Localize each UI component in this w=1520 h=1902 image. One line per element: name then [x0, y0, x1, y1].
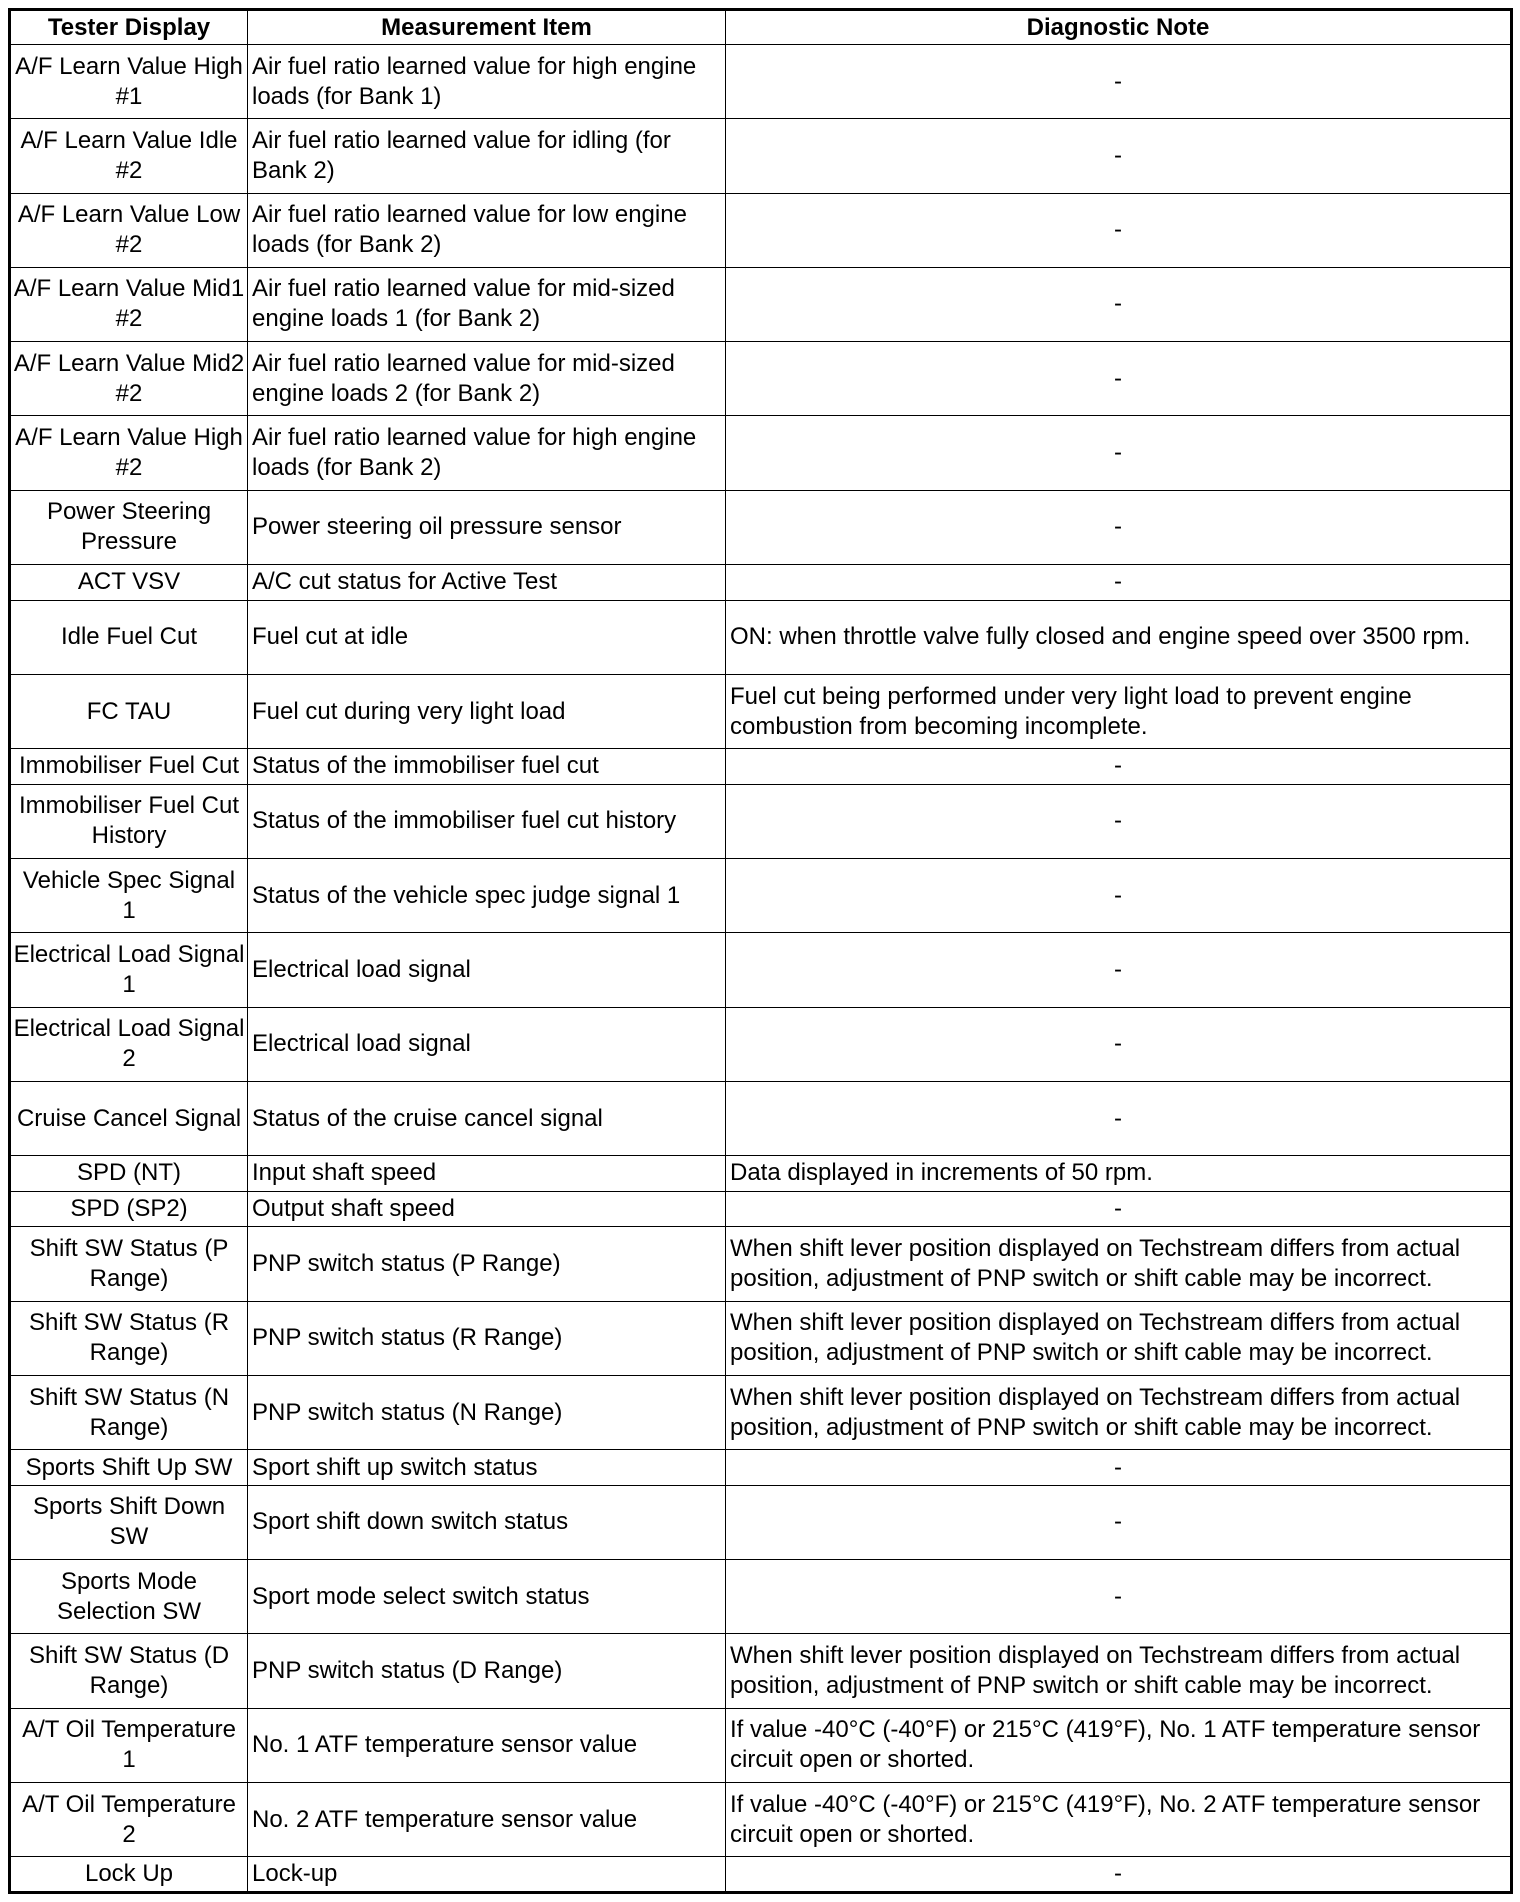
measurement-item-cell: Status of the vehicle spec judge signal 1	[248, 859, 726, 933]
diagnostic-note-cell: -	[726, 193, 1512, 267]
tester-display-cell: Lock Up	[10, 1857, 248, 1893]
diagnostic-note-cell: -	[726, 1191, 1512, 1227]
tester-display-cell: A/F Learn Value Low #2	[10, 193, 248, 267]
measurement-item-cell: No. 1 ATF temperature sensor value	[248, 1708, 726, 1782]
tester-display-cell: SPD (NT)	[10, 1156, 248, 1192]
measurement-item-cell: Power steering oil pressure sensor	[248, 490, 726, 564]
table-row	[10, 1634, 1512, 1708]
table-row	[10, 1560, 1512, 1634]
tester-display-cell: Sports Shift Down SW	[10, 1485, 248, 1559]
measurement-item-cell: PNP switch status (P Range)	[248, 1227, 726, 1301]
table-row	[10, 416, 1512, 490]
measurement-item-cell: Sport shift up switch status	[248, 1450, 726, 1486]
tester-display-cell: Electrical Load Signal 2	[10, 1007, 248, 1081]
measurement-item-cell: Input shaft speed	[248, 1156, 726, 1192]
tester-display-cell: A/F Learn Value High #1	[10, 45, 248, 119]
measurement-item-cell: Sport mode select switch status	[248, 1560, 726, 1634]
tester-display-cell: Immobiliser Fuel Cut	[10, 749, 248, 785]
measurement-item-cell: Fuel cut during very light load	[248, 674, 726, 748]
tester-display-cell: Idle Fuel Cut	[10, 600, 248, 674]
tester-display-cell: SPD (SP2)	[10, 1191, 248, 1227]
diagnostic-note-cell: When shift lever position displayed on Techstream differs from actual position, adjustment of PNP switch or shift cable may be incorrect.	[726, 1301, 1512, 1375]
diagnostic-note-cell: -	[726, 342, 1512, 416]
table-row	[10, 1081, 1512, 1155]
tester-display-cell: A/F Learn Value Mid1 #2	[10, 267, 248, 341]
measurement-item-cell: Electrical load signal	[248, 933, 726, 1007]
tester-display-cell: Electrical Load Signal 1	[10, 933, 248, 1007]
tester-display-cell: Sports Shift Up SW	[10, 1450, 248, 1486]
diagnostic-note-cell: -	[726, 859, 1512, 933]
table-body	[10, 45, 1512, 1893]
diagnostic-note-cell: -	[726, 749, 1512, 785]
tester-display-cell: A/F Learn Value Mid2 #2	[10, 342, 248, 416]
table-row	[10, 674, 1512, 748]
diagnostic-note-cell: -	[726, 784, 1512, 858]
table-row	[10, 267, 1512, 341]
diagnostic-note-cell: -	[726, 1081, 1512, 1155]
table-row	[10, 1007, 1512, 1081]
table-row	[10, 342, 1512, 416]
measurement-item-cell: Status of the immobiliser fuel cut	[248, 749, 726, 785]
measurement-item-cell: Air fuel ratio learned value for mid-sized engine loads 1 (for Bank 2)	[248, 267, 726, 341]
table-row	[10, 1227, 1512, 1301]
tester-display-cell: A/F Learn Value Idle #2	[10, 119, 248, 193]
tester-display-cell: FC TAU	[10, 674, 248, 748]
header-diagnostic-note: Diagnostic Note	[726, 10, 1512, 45]
measurement-item-cell: Air fuel ratio learned value for mid-sized engine loads 2 (for Bank 2)	[248, 342, 726, 416]
tester-display-cell: A/F Learn Value High #2	[10, 416, 248, 490]
measurement-item-cell: A/C cut status for Active Test	[248, 564, 726, 600]
diagnostic-note-cell: -	[726, 119, 1512, 193]
diagnostic-note-cell: ON: when throttle valve fully closed and engine speed over 3500 rpm.	[726, 600, 1512, 674]
table-row	[10, 1782, 1512, 1856]
diagnostic-note-cell: When shift lever position displayed on Techstream differs from actual position, adjustment of PNP switch or shift cable may be incorrect.	[726, 1375, 1512, 1449]
diagnostic-note-cell: When shift lever position displayed on Techstream differs from actual position, adjustment of PNP switch or shift cable may be incorrect.	[726, 1227, 1512, 1301]
measurement-item-cell: No. 2 ATF temperature sensor value	[248, 1782, 726, 1856]
diagnostic-note-cell: If value -40°C (-40°F) or 215°C (419°F), No. 2 ATF temperature sensor circuit open or shorted.	[726, 1782, 1512, 1856]
diagnostic-note-cell: -	[726, 1450, 1512, 1486]
tester-display-cell: Sports Mode Selection SW	[10, 1560, 248, 1634]
measurement-item-cell: PNP switch status (R Range)	[248, 1301, 726, 1375]
header-row	[10, 10, 1512, 45]
tester-display-cell: ACT VSV	[10, 564, 248, 600]
table-row	[10, 1857, 1512, 1893]
tester-display-cell: Cruise Cancel Signal	[10, 1081, 248, 1155]
diagnostic-note-cell: When shift lever position displayed on Techstream differs from actual position, adjustment of PNP switch or shift cable may be incorrect.	[726, 1634, 1512, 1708]
tester-display-cell: Shift SW Status (P Range)	[10, 1227, 248, 1301]
measurement-item-cell: Air fuel ratio learned value for high engine loads (for Bank 1)	[248, 45, 726, 119]
table-row	[10, 1191, 1512, 1227]
tester-display-cell: Shift SW Status (N Range)	[10, 1375, 248, 1449]
table-row	[10, 564, 1512, 600]
table-row	[10, 1485, 1512, 1559]
measurement-item-cell: Sport shift down switch status	[248, 1485, 726, 1559]
measurement-item-cell: PNP switch status (D Range)	[248, 1634, 726, 1708]
tester-display-cell: A/T Oil Temperature 1	[10, 1708, 248, 1782]
table-row	[10, 749, 1512, 785]
table-row	[10, 600, 1512, 674]
diagnostic-note-cell: Fuel cut being performed under very light load to prevent engine combustion from becoming incomplete.	[726, 674, 1512, 748]
table-row	[10, 1375, 1512, 1449]
header-tester-display: Tester Display	[10, 10, 248, 45]
tester-display-cell: Shift SW Status (D Range)	[10, 1634, 248, 1708]
tester-display-cell: Immobiliser Fuel Cut History	[10, 784, 248, 858]
measurement-item-cell: Air fuel ratio learned value for low engine loads (for Bank 2)	[248, 193, 726, 267]
data-list-table	[8, 8, 1513, 1894]
table-row	[10, 1708, 1512, 1782]
table-row	[10, 193, 1512, 267]
diagnostic-note-cell: -	[726, 1560, 1512, 1634]
measurement-item-cell: Electrical load signal	[248, 1007, 726, 1081]
diagnostic-note-cell: -	[726, 1007, 1512, 1081]
table-row	[10, 784, 1512, 858]
diagnostic-note-cell: -	[726, 1485, 1512, 1559]
table-row	[10, 119, 1512, 193]
diagnostic-note-cell: -	[726, 933, 1512, 1007]
measurement-item-cell: Air fuel ratio learned value for high engine loads (for Bank 2)	[248, 416, 726, 490]
table-row	[10, 1450, 1512, 1486]
measurement-item-cell: Status of the cruise cancel signal	[248, 1081, 726, 1155]
table-row	[10, 1301, 1512, 1375]
diagnostic-note-cell: -	[726, 267, 1512, 341]
tester-display-cell: Vehicle Spec Signal 1	[10, 859, 248, 933]
measurement-item-cell: Output shaft speed	[248, 1191, 726, 1227]
table-row	[10, 45, 1512, 119]
measurement-item-cell: Status of the immobiliser fuel cut history	[248, 784, 726, 858]
table-row	[10, 859, 1512, 933]
measurement-item-cell: Air fuel ratio learned value for idling (for Bank 2)	[248, 119, 726, 193]
measurement-item-cell: Lock-up	[248, 1857, 726, 1893]
diagnostic-note-cell: -	[726, 416, 1512, 490]
tester-display-cell: A/T Oil Temperature 2	[10, 1782, 248, 1856]
diagnostic-note-cell: If value -40°C (-40°F) or 215°C (419°F), No. 1 ATF temperature sensor circuit open or shorted.	[726, 1708, 1512, 1782]
table-row	[10, 1156, 1512, 1192]
diagnostic-note-cell: -	[726, 45, 1512, 119]
diagnostic-note-cell: -	[726, 564, 1512, 600]
header-measurement-item: Measurement Item	[248, 10, 726, 45]
diagnostic-note-cell: -	[726, 490, 1512, 564]
measurement-item-cell: Fuel cut at idle	[248, 600, 726, 674]
diagnostic-note-cell: Data displayed in increments of 50 rpm.	[726, 1156, 1512, 1192]
table-row	[10, 933, 1512, 1007]
tester-display-cell: Shift SW Status (R Range)	[10, 1301, 248, 1375]
table-row	[10, 490, 1512, 564]
tester-display-cell: Power Steering Pressure	[10, 490, 248, 564]
measurement-item-cell: PNP switch status (N Range)	[248, 1375, 726, 1449]
diagnostic-note-cell: -	[726, 1857, 1512, 1893]
